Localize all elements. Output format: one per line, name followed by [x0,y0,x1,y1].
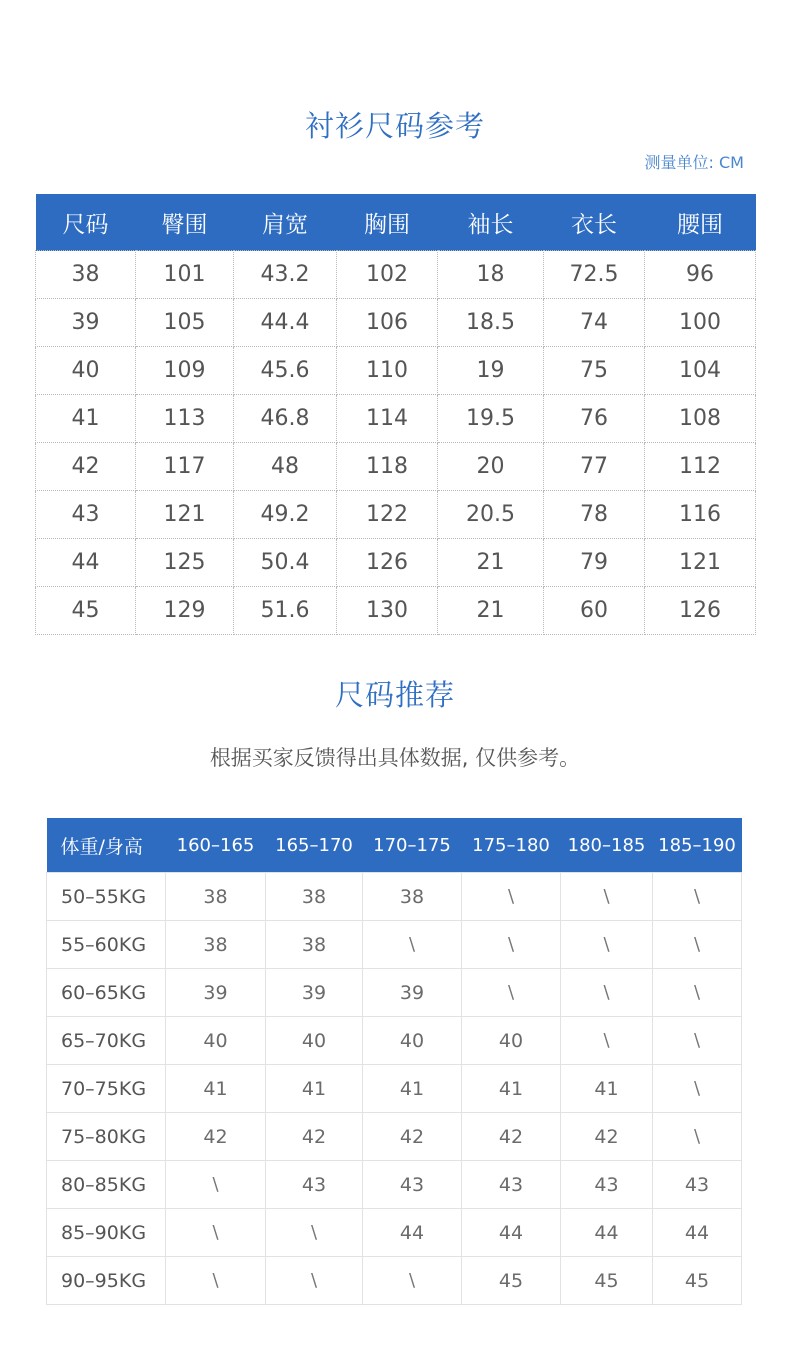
weight-range-cell: 85–90KG [47,1209,166,1257]
measurement-cell: 117 [136,443,234,491]
measurement-cell: 44.4 [234,299,337,347]
measurement-cell: 105 [136,299,234,347]
measurement-cell: 48 [234,443,337,491]
weight-range-cell: 75–80KG [47,1113,166,1161]
not-applicable-cell: \ [653,969,742,1017]
recommended-size-cell: 42 [166,1113,266,1161]
not-applicable-cell: \ [653,873,742,921]
not-applicable-cell: \ [363,1257,462,1305]
table-row [36,443,756,491]
table-row [47,969,742,1017]
measurement-cell: 20.5 [438,491,544,539]
measurement-cell: 113 [136,395,234,443]
size-cell: 40 [36,347,136,395]
measurement-cell: 96 [645,251,756,299]
recommended-size-cell: 38 [363,873,462,921]
not-applicable-cell: \ [266,1257,363,1305]
recommended-size-cell: 41 [166,1065,266,1113]
table-row [47,1017,742,1065]
measurement-cell: 114 [337,395,438,443]
measurement-cell: 60 [544,587,645,635]
measurement-cell: 19.5 [438,395,544,443]
recommend-title: 尺码推荐 [334,678,455,712]
not-applicable-cell: \ [166,1209,266,1257]
recommended-size-cell: 43 [363,1161,462,1209]
size-chart-header-row [36,194,756,251]
measurement-cell: 49.2 [234,491,337,539]
measurement-cell: 109 [136,347,234,395]
measurement-cell: 21 [438,587,544,635]
measurement-cell: 125 [136,539,234,587]
size-cell: 45 [36,587,136,635]
table-row [36,395,756,443]
not-applicable-cell: \ [561,969,653,1017]
weight-range-cell: 65–70KG [47,1017,166,1065]
measurement-cell: 104 [645,347,756,395]
measurement-cell: 118 [337,443,438,491]
measurement-cell: 77 [544,443,645,491]
measurement-cell: 101 [136,251,234,299]
recommended-size-cell: 39 [363,969,462,1017]
recommended-size-cell: 41 [363,1065,462,1113]
table-row [47,1257,742,1305]
measurement-cell: 18.5 [438,299,544,347]
weight-range-cell: 55–60KG [47,921,166,969]
recommended-size-cell: 43 [561,1161,653,1209]
measurement-cell: 43.2 [234,251,337,299]
measurement-cell: 121 [645,539,756,587]
not-applicable-cell: \ [653,921,742,969]
measurement-cell: 75 [544,347,645,395]
table-row [36,251,756,299]
recommended-size-cell: 41 [561,1065,653,1113]
header-cell: 袖长 [438,194,544,251]
measurement-cell: 122 [337,491,438,539]
not-applicable-cell: \ [561,921,653,969]
recommended-size-cell: 38 [166,873,266,921]
not-applicable-cell: \ [561,1017,653,1065]
measurement-cell: 110 [337,347,438,395]
recommended-size-cell: 38 [266,921,363,969]
measurement-cell: 100 [645,299,756,347]
height-header-cell: 185–190 [653,818,742,873]
table-row [47,1209,742,1257]
measurement-cell: 102 [337,251,438,299]
measurement-cell: 20 [438,443,544,491]
recommended-size-cell: 40 [462,1017,561,1065]
measurement-cell: 126 [337,539,438,587]
not-applicable-cell: \ [166,1161,266,1209]
recommended-size-cell: 45 [462,1257,561,1305]
measurement-cell: 72.5 [544,251,645,299]
recommended-size-cell: 44 [561,1209,653,1257]
recommended-size-cell: 40 [266,1017,363,1065]
measurement-cell: 45.6 [234,347,337,395]
recommended-size-cell: 44 [653,1209,742,1257]
recommended-size-cell: 42 [266,1113,363,1161]
size-cell: 38 [36,251,136,299]
not-applicable-cell: \ [462,873,561,921]
recommended-size-cell: 39 [166,969,266,1017]
recommended-size-cell: 45 [653,1257,742,1305]
weight-range-cell: 70–75KG [47,1065,166,1113]
measurement-cell: 108 [645,395,756,443]
not-applicable-cell: \ [653,1065,742,1113]
size-recommend-table [46,818,742,1305]
weight-range-cell: 60–65KG [47,969,166,1017]
not-applicable-cell: \ [166,1257,266,1305]
header-cell: 腰围 [645,194,756,251]
weight-range-cell: 80–85KG [47,1161,166,1209]
weight-range-cell: 90–95KG [47,1257,166,1305]
not-applicable-cell: \ [561,873,653,921]
recommended-size-cell: 40 [363,1017,462,1065]
table-row [47,873,742,921]
measurement-unit-label: 测量单位: CM [644,153,744,172]
table-row [36,299,756,347]
not-applicable-cell: \ [266,1209,363,1257]
size-chart-table [35,194,756,635]
weight-height-corner-cell: 体重/身高 [47,818,166,873]
recommended-size-cell: 38 [166,921,266,969]
recommended-size-cell: 43 [266,1161,363,1209]
measurement-cell: 126 [645,587,756,635]
recommended-size-cell: 43 [462,1161,561,1209]
not-applicable-cell: \ [462,969,561,1017]
measurement-cell: 21 [438,539,544,587]
measurement-cell: 76 [544,395,645,443]
recommended-size-cell: 45 [561,1257,653,1305]
recommended-size-cell: 42 [462,1113,561,1161]
header-cell: 臀围 [136,194,234,251]
size-chart-title: 衬衫尺码参考 [304,109,485,143]
measurement-cell: 74 [544,299,645,347]
recommended-size-cell: 41 [266,1065,363,1113]
height-header-cell: 165–170 [266,818,363,873]
measurement-cell: 116 [645,491,756,539]
height-header-cell: 175–180 [462,818,561,873]
table-row [47,1065,742,1113]
measurement-cell: 112 [645,443,756,491]
not-applicable-cell: \ [653,1113,742,1161]
recommend-subtitle: 根据买家反馈得出具体数据, 仅供参考。 [209,746,581,770]
header-cell: 肩宽 [234,194,337,251]
table-row [36,539,756,587]
measurement-cell: 50.4 [234,539,337,587]
header-cell: 衣长 [544,194,645,251]
measurement-cell: 129 [136,587,234,635]
height-header-cell: 180–185 [561,818,653,873]
height-header-cell: 160–165 [166,818,266,873]
measurement-cell: 78 [544,491,645,539]
table-row [47,1113,742,1161]
measurement-cell: 106 [337,299,438,347]
recommended-size-cell: 39 [266,969,363,1017]
recommended-size-cell: 44 [363,1209,462,1257]
size-cell: 44 [36,539,136,587]
measurement-cell: 46.8 [234,395,337,443]
table-row [47,1161,742,1209]
not-applicable-cell: \ [462,921,561,969]
table-row [36,347,756,395]
recommended-size-cell: 38 [266,873,363,921]
size-cell: 41 [36,395,136,443]
recommended-size-cell: 42 [561,1113,653,1161]
size-cell: 43 [36,491,136,539]
recommended-size-cell: 43 [653,1161,742,1209]
measurement-cell: 79 [544,539,645,587]
recommended-size-cell: 40 [166,1017,266,1065]
recommended-size-cell: 44 [462,1209,561,1257]
not-applicable-cell: \ [363,921,462,969]
table-row [36,491,756,539]
measurement-cell: 19 [438,347,544,395]
recommended-size-cell: 41 [462,1065,561,1113]
not-applicable-cell: \ [653,1017,742,1065]
table-row [36,587,756,635]
measurement-cell: 130 [337,587,438,635]
header-cell: 尺码 [36,194,136,251]
measurement-cell: 51.6 [234,587,337,635]
size-cell: 42 [36,443,136,491]
measurement-cell: 18 [438,251,544,299]
table-row [47,921,742,969]
height-header-cell: 170–175 [363,818,462,873]
weight-range-cell: 50–55KG [47,873,166,921]
recommended-size-cell: 42 [363,1113,462,1161]
size-cell: 39 [36,299,136,347]
header-cell: 胸围 [337,194,438,251]
measurement-cell: 121 [136,491,234,539]
recommend-header-row [47,818,742,873]
